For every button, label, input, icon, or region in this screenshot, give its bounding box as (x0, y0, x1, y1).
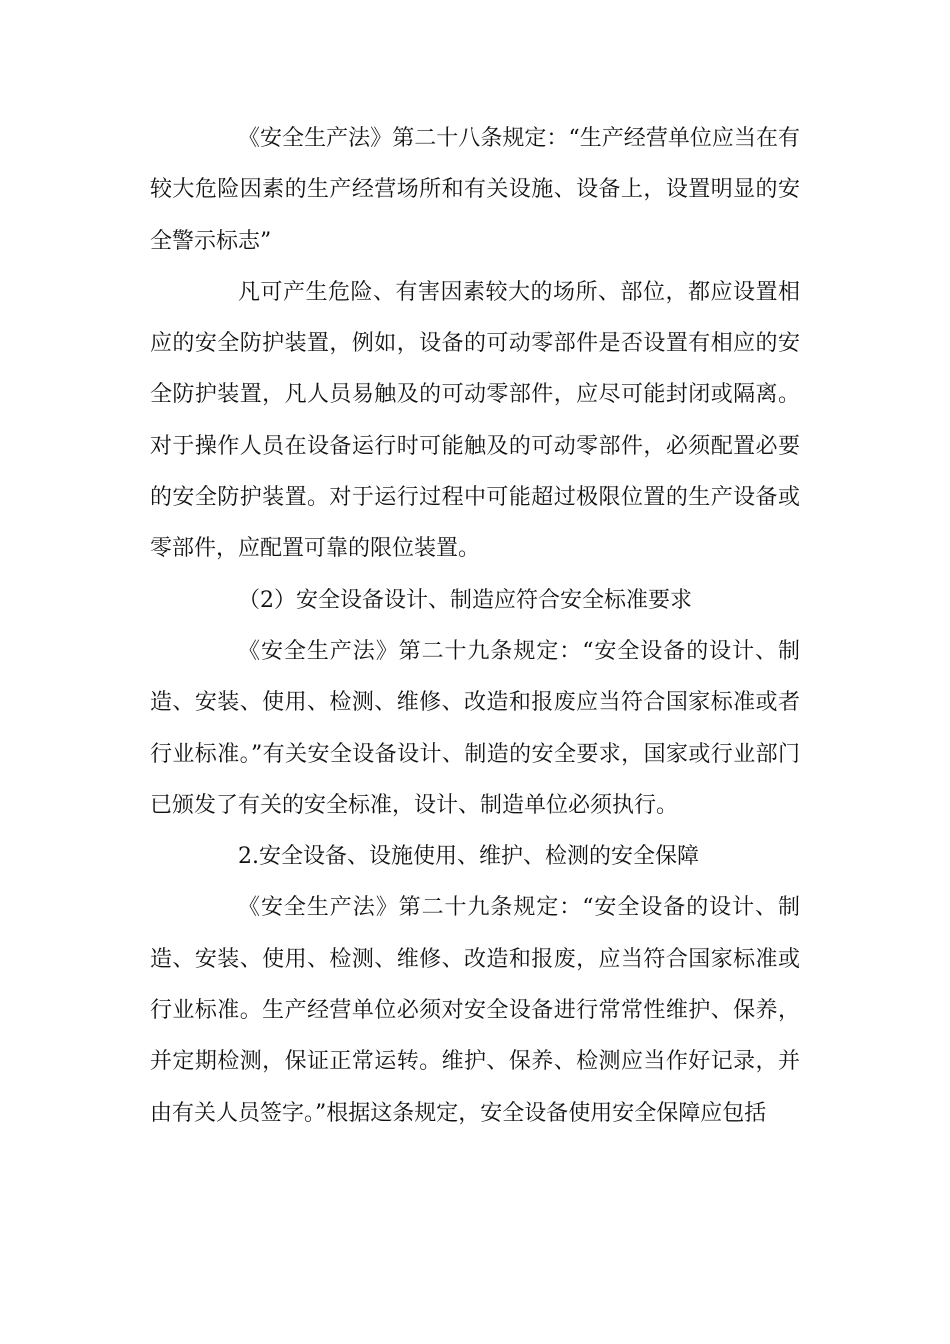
document-body (150, 113, 800, 1139)
heading-use-maintenance: 2.安全设备、设施使用、维护、检测的安全保障 (238, 844, 699, 870)
paragraph-article-28: 《安全生产法》第二十八条规定：“生产经营单位应当在有较大危险因素的生产经营场所和有关设施、设备上，设置明显的安全警示标志” (150, 126, 800, 254)
paragraph-protective-devices: 凡可产生危险、有害因素较大的场所、部位，都应设置相应的安全防护装置，例如，设备的可动零部件是否设置有相应的安全防护装置，凡人员易触及的可动零部件，应尽可能封闭或隔离。对于操作人员在设备运行时可能触及的可动零部件，必须配置必要的安全防护装置。对于运行过程中可能超过极限位置的生产设备或零部件，应配置可靠的限位装置。 (150, 279, 800, 562)
paragraph-article-29-design: 《安全生产法》第二十九条规定：“安全设备的设计、制造、安装、使用、检测、维修、改造和报废应当符合国家标准或者行业标准。”有关安全设备设计、制造的安全要求，国家或行业部门已颁发了有关的安全标准，设计、制造单位必须执行。 (150, 638, 800, 818)
paragraph-article-29-maintenance: 《安全生产法》第二十九条规定：“安全设备的设计、制造、安装、使用、检测、维修、改造和报废，应当符合国家标准或行业标准。生产经营单位必须对安全设备进行常常性维护、保养，并定期检测，保证正常运转。维护、保养、检测应当作好记录，并由有关人员签字。”根据这条规定，安全设备使用安全保障应包括 (150, 895, 800, 1126)
subheading-design-manufacture: （2）安全设备设计、制造应符合安全标准要求 (238, 587, 692, 613)
